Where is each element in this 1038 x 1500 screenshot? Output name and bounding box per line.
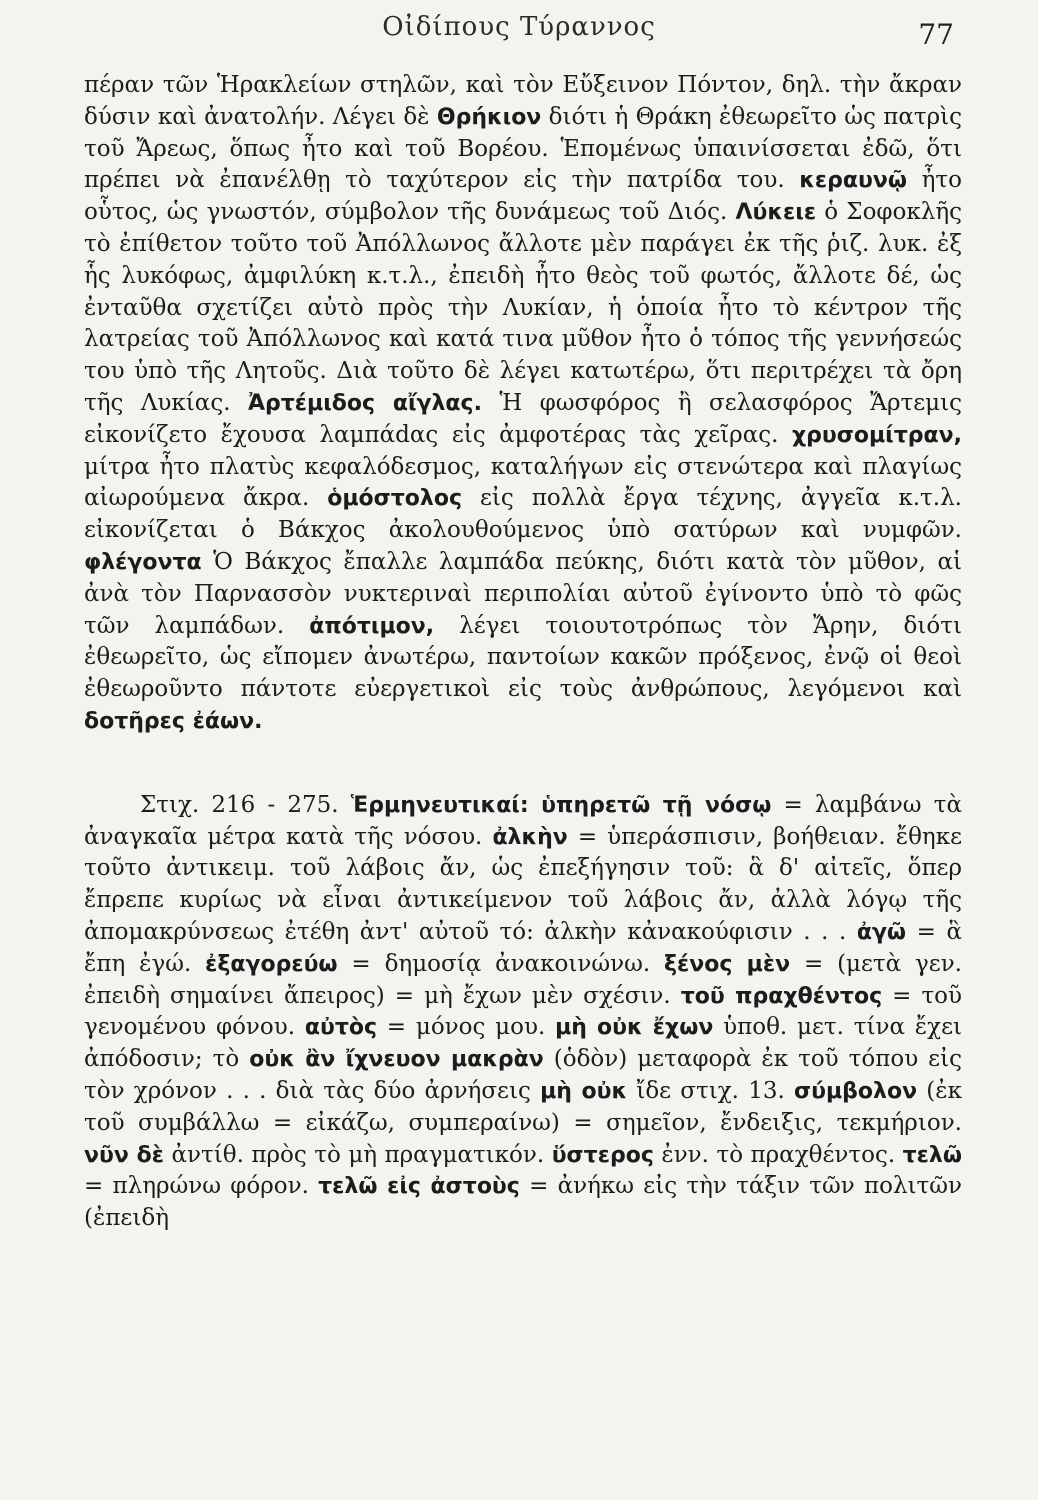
page-number: 77 <box>918 18 954 51</box>
lemma-term: σύμβολον <box>794 1078 918 1104</box>
lemma-term: οὐκ ἂν ἴχνευον μακρὰν <box>249 1047 544 1073</box>
lemma-term: τελῶ <box>902 1142 962 1168</box>
text-run: (ὁδὸν) μεταφορὰ ἐκ τοῦ τόπου εἰς τὸν χρόνον . . . διὰ τὰς δύο ἀρνήσεις <box>84 1046 962 1104</box>
text-run: = ἃ ἔπη ἐγώ. <box>84 918 962 977</box>
text-run: λέγει τοιουτοτρόπως τὸν Ἄρην, διότι ἐθεωρεῖτο, ὡς εἴπομεν ἀνωτέρω, παντοίων κακῶν πρόξενος, ἐνῷ οἱ θεοὶ ἐθεωροῦντο πάντοτε εὐεργετικοὶ εἰς τοὺς ἀνθρώπους, λεγόμενοι καὶ <box>84 612 962 703</box>
text-run: πέραν τῶν Ἡρακλείων στηλῶν, καὶ τὸν Εὔξεινον Πόντον, δηλ. τὴν ἄκραν δύσιν καὶ ἀνατολήν. Λέγει δὲ <box>84 72 962 130</box>
text-run: = (μετὰ γεν. ἐπειδὴ σημαίνει ἄπειρος) = μὴ ἔχων μὲν σχέσιν. <box>84 950 962 1009</box>
lemma-term: αὐτὸς <box>304 1015 378 1041</box>
text-run: = μόνος μου. <box>377 1014 556 1041</box>
lemma-term: ξένος μὲν <box>664 951 791 977</box>
lemma-term: Ἀρτέμιδος αἴγλας. <box>247 390 482 416</box>
lemma-term: Θρήκιον <box>436 104 542 130</box>
paragraph-commentary <box>84 70 962 738</box>
text-run: Ὁ Βάκχος ἔπαλλε λαμπάδα πεύκης, διότι κατὰ τὸν μῦθον, αἱ ἀνὰ τὸν Παρνασσὸν νυκτεριναὶ περιπολίαι αὐτοῦ ἐγίνοντο ὑπὸ τὸ φῶς τῶν λαμπάδων. <box>84 548 962 639</box>
text-run: = δημοσίᾳ ἀνακοινώνω. <box>337 950 665 977</box>
text-run: = πληρώνω φόρον. <box>84 1173 319 1200</box>
lemma-term: ἀπότιμον, <box>309 613 435 639</box>
lemma-term: χρυσομίτραν, <box>791 422 962 448</box>
text-run: ἦτο οὗτος, ὡς γνωστόν, σύμβολον τῆς δυνάμεως τοῦ Διός. <box>84 167 962 226</box>
lemma-term: ἐξαγορεύω <box>205 951 338 977</box>
lemma-term: ἀγῶ <box>856 919 907 945</box>
text-run: ὑποθ. μετ. τίνα ἔχει ἀπόδοσιν; τὸ <box>84 1014 962 1073</box>
lemma-term: μὴ οὐκ <box>540 1078 628 1104</box>
lemma-term: κεραυνῷ <box>799 168 907 194</box>
lemma-term: ὁμόστολος <box>327 486 463 512</box>
paragraph-verses-216-275 <box>84 790 962 1235</box>
text-run: Ἡ φωσφόρος ἢ σελασφόρος Ἄρτεμις εἰκονίζετο ἔχουσα λαμπάdας εἰς ἀμφοτέρας τὰς χεῖρας. <box>84 389 962 448</box>
text-run: = ὑπεράσπισιν, βοήθειαν. ἔθηκε τοῦτο ἀντικειμ. τοῦ λάβοις ἄν, ὡς ἐπεξήγησιν τοῦ: ἃ δ' αἰτεῖς, ὅπερ ἔπρεπε κυρίως νὰ εἶναι ἀντικείμενον τοῦ λάβοις ἄν, ἀλλὰ λόγῳ τῆς ἀπομακρύνσεως ἐτέθη ἀντ' αὐτοῦ τό: ἀλκὴν κἀνακούφισιν . . . <box>84 823 962 945</box>
text-run: ἐνν. τὸ πραχθέντος. <box>653 1141 903 1168</box>
text-run: (ἐκ τοῦ συμβάλλω = εἰκάζω, συμπεραίνω) = σημεῖον, ἔνδειξις, τεκμήριον. <box>84 1077 962 1136</box>
text-run: = λαμβάνω τὰ ἀναγκαῖα μέτρα κατὰ τῆς νόσου. <box>84 791 962 850</box>
running-header-title: Οἰδίπους Τύραννος <box>382 12 656 42</box>
text-run: = τοῦ γενομένου φόνου. <box>84 982 963 1041</box>
lemma-term: δοτῆρες ἐάων. <box>84 708 263 734</box>
body-text <box>84 70 962 1235</box>
lemma-term: φλέγοντα <box>84 549 202 575</box>
lemma-term: Λύκειε <box>735 200 817 226</box>
text-run: ἴδε στιχ. 13. <box>627 1077 794 1104</box>
text-run: ἀντίθ. πρὸς τὸ μὴ πραγματικόν. <box>164 1141 552 1168</box>
text-run: εἰς πολλὰ ἔργα τέχνης, ἀγγεῖα κ.τ.λ. εἰκονίζεται ὁ Βάκχος ἀκολουθούμενος ὑπὸ σατύρων καὶ νυμφῶν. <box>84 485 962 544</box>
text-run: ὁ Σοφοκλῆς τὸ ἐπίθετον τοῦτο τοῦ Ἀπόλλωνος ἄλλοτε μὲν παράγει ἐκ τῆς ῥιζ. λυκ. ἐξ ἧς λυκόφως, ἀμφιλύκη κ.τ.λ., ἐπειδὴ ἦτο θεὸς τοῦ φωτός, ἄλλοτε δέ, ὡς ἐνταῦθα σχετίζει αὐτὸ πρὸς τὴν Λυκίαν, ἡ ὁποία ἦτο τὸ κέντρον τῆς λατρείας τοῦ Ἀπόλλωνος καὶ κατά τινα μῦθον ἦτο ὁ τόπος τῆς γεννήσεώς του ὑπὸ τῆς Λητοῦς. Διὰ τοῦτο δὲ λέγει κατωτέρω, ὅτι περιτρέχει τὰ ὄρη τῆς Λυκίας. <box>84 199 962 416</box>
text-run: μίτρα ἦτο πλατὺς κεφαλόδεσμος, καταλήγων εἰς στενώτερα καὶ πλαγίως αἰωρούμενα ἄκρα. <box>84 453 962 512</box>
text-run: διότι ἡ Θράκη ἐθεωρεῖτο ὡς πατρὶς τοῦ Ἄρεως, ὅπως ἦτο καὶ τοῦ Βορέου. Ἑπομένως ὑπαινίσσεται ἐδῶ, ὅτι πρέπει νὰ ἐπανέλθῃ τὸ ταχύτερον εἰς τὴν πατρίδα του. <box>84 103 963 194</box>
text-run: Στιχ. 216 - 275. <box>140 791 351 818</box>
lemma-term: τελῶ εἰς ἀστοὺς <box>318 1174 520 1200</box>
text-run: = ἀνήκω εἰς τὴν τάξιν τῶν πολιτῶν (ἐπειδὴ <box>84 1173 963 1232</box>
lemma-term: ὕστερος <box>551 1142 654 1168</box>
lemma-term: ἀλκὴν <box>492 824 568 850</box>
lemma-term: Ἑρμηνευτικαί: ὑπηρετῶ τῇ νόσῳ <box>350 792 772 818</box>
lemma-term: τοῦ πραχθέντος <box>680 983 883 1009</box>
lemma-term: νῦν δὲ <box>84 1142 165 1168</box>
lemma-term: μὴ οὐκ ἔχων <box>555 1015 714 1041</box>
